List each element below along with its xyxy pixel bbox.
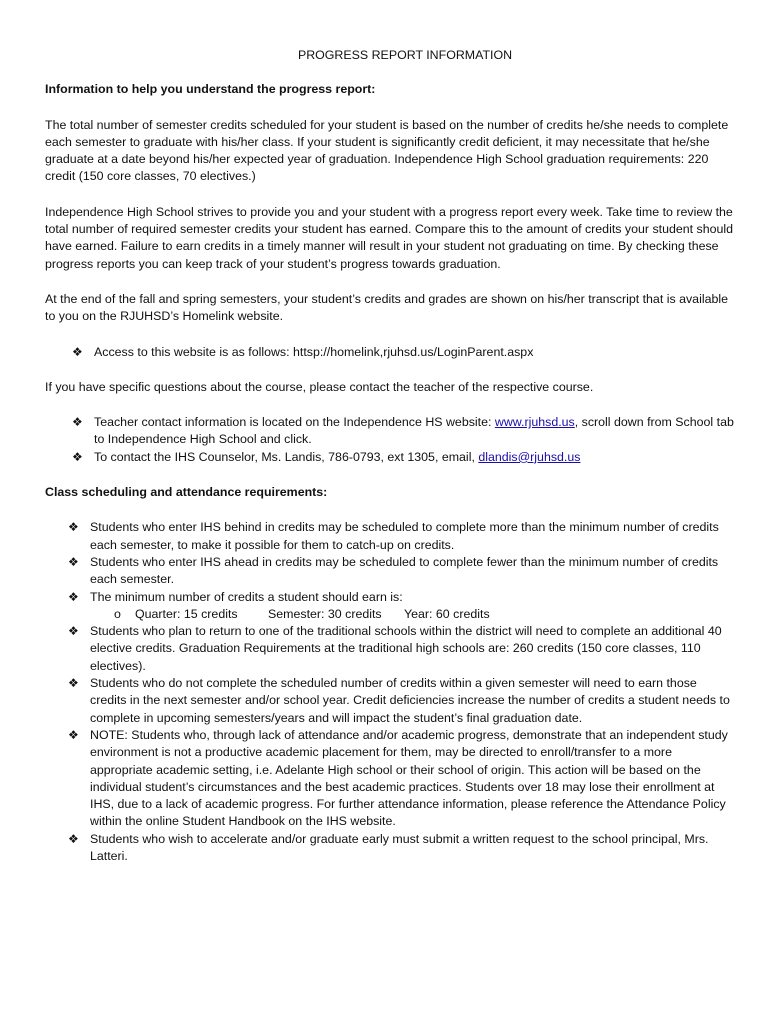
paragraph-transcript: At the end of the fall and spring semesters, your student’s credits and grades are shown on his/her transcript that is available to you on the RJUHSD’s Homelink website. — [45, 291, 729, 324]
section-heading-class-scheduling: Class scheduling and attendance requirements: — [45, 485, 328, 500]
diamond-bullet-icon: ❖ — [68, 831, 79, 846]
access-bullet-text: Access to this website is as follows: httsp://homelink,rjuhsd.us/LoginParent.aspx — [94, 344, 534, 359]
paragraph-contact-teacher: If you have specific questions about the course, please contact the teacher of the respective course. — [45, 379, 594, 394]
list-item — [45, 675, 735, 727]
list-item — [45, 831, 735, 866]
list-item — [45, 449, 735, 466]
minimum-credits-sublist — [45, 606, 735, 623]
diamond-bullet-icon: ❖ — [68, 554, 79, 569]
list-item — [45, 727, 735, 831]
list-item — [45, 519, 735, 554]
bullet-accelerate: Students who wish to accelerate and/or graduate early must submit a written request to the school principal, Mrs. Latteri. — [90, 831, 709, 863]
counselor-email-link[interactable]: dlandis@rjuhsd.us — [478, 449, 581, 464]
diamond-bullet-icon: ❖ — [68, 624, 79, 639]
diamond-bullet-icon: ❖ — [72, 415, 83, 430]
year-credits: Year: 60 credits — [404, 606, 490, 621]
list-item — [45, 344, 735, 361]
diamond-bullet-icon: ❖ — [68, 589, 79, 604]
bullet-ahead-credits: Students who enter IHS ahead in credits may be scheduled to complete fewer than the minimum number of credits each semester. — [90, 554, 719, 587]
bullet-traditional-schools: Students who plan to return to one of the traditional schools within the district will need to complete an additional 40 elective credits. Graduation Requirements at the traditional high schools are: 260 credits (150 core classes, 110 electives). — [90, 624, 722, 673]
list-item — [45, 554, 735, 589]
list-item — [45, 589, 735, 606]
circle-bullet-icon: o — [114, 606, 121, 621]
access-list — [45, 344, 735, 361]
list-item — [45, 414, 735, 449]
contact-list — [45, 414, 735, 466]
diamond-bullet-icon: ❖ — [72, 344, 83, 359]
section-heading-progress-report: Information to help you understand the progress report: — [45, 82, 376, 97]
diamond-bullet-icon: ❖ — [72, 449, 83, 464]
paragraph-weekly-progress: Independence High School strives to provide you and your student with a progress report every week. Take time to review the total number of required semester credits your student has earned. Compare this to the amount of credits your student should have earned. Failure to earn credits in a timely manner will result in your student not graduating on time. By checking these progress reports you can keep track of your student’s progress towards graduation. — [45, 204, 734, 271]
counselor-bullet-text: To contact the IHS Counselor, Ms. Landis, 786-0793, ext 1305, email, — [94, 449, 479, 464]
bullet-behind-credits: Students who enter IHS behind in credits may be scheduled to complete more than the minimum number of credits each semester, to make it possible for them to catch-up on credits. — [90, 520, 719, 552]
document-page — [45, 47, 735, 865]
teacher-bullet-text-end: , scroll down from School tab to Independence High School and click. — [94, 415, 734, 447]
scheduling-list — [45, 519, 735, 605]
teacher-bullet-text: Teacher contact information is located on the Independence HS website: — [94, 415, 495, 430]
rjuhsd-website-link[interactable]: www.rjuhsd.us — [494, 415, 575, 430]
bullet-minimum-credits: The minimum number of credits a student should earn is: — [90, 589, 403, 604]
diamond-bullet-icon: ❖ — [68, 727, 79, 742]
bullet-incomplete-credits: Students who do not complete the scheduled number of credits within a given semester will need to earn those credits in the next semester and/or school year. Credit deficiencies increase the number of credits a student needs to complete in upcoming semesters/years and will impact the student’s final graduation date. — [90, 676, 730, 725]
quarter-credits: Quarter: 15 credits — [135, 606, 238, 621]
semester-credits: Semester: 30 credits — [268, 606, 382, 621]
page-title: PROGRESS REPORT INFORMATION — [297, 48, 513, 62]
list-item — [45, 623, 735, 675]
diamond-bullet-icon: ❖ — [68, 520, 79, 535]
scheduling-list-continued — [45, 623, 735, 865]
paragraph-credits-scheduled: The total number of semester credits scheduled for your student is based on the number of credits he/she needs to complete each semester to graduate with his/her class. If your student is significantly credit deficient, it may necessitate that he/she graduate at a date beyond his/her expected year of graduation. Independence High School graduation requirements: 220 credit (150 core classes, 70 electives.) — [45, 117, 729, 184]
bullet-attendance-note: NOTE: Students who, through lack of attendance and/or academic progress, demonstrate that an independent study environment is not a productive academic placement for them, may be directed to enroll/transfer to a more appropriate academic setting, i.e. Adelante High school or their school of origin. This action will be based on the individual student’s circumstances and the best academic practices. Students over 18 may lose their enrollment at IHS, due to a lack of academic progress. For further attendance information, please reference the Attendance Policy within the online Student Handbook on the IHS website. — [90, 727, 728, 829]
diamond-bullet-icon: ❖ — [68, 676, 79, 691]
